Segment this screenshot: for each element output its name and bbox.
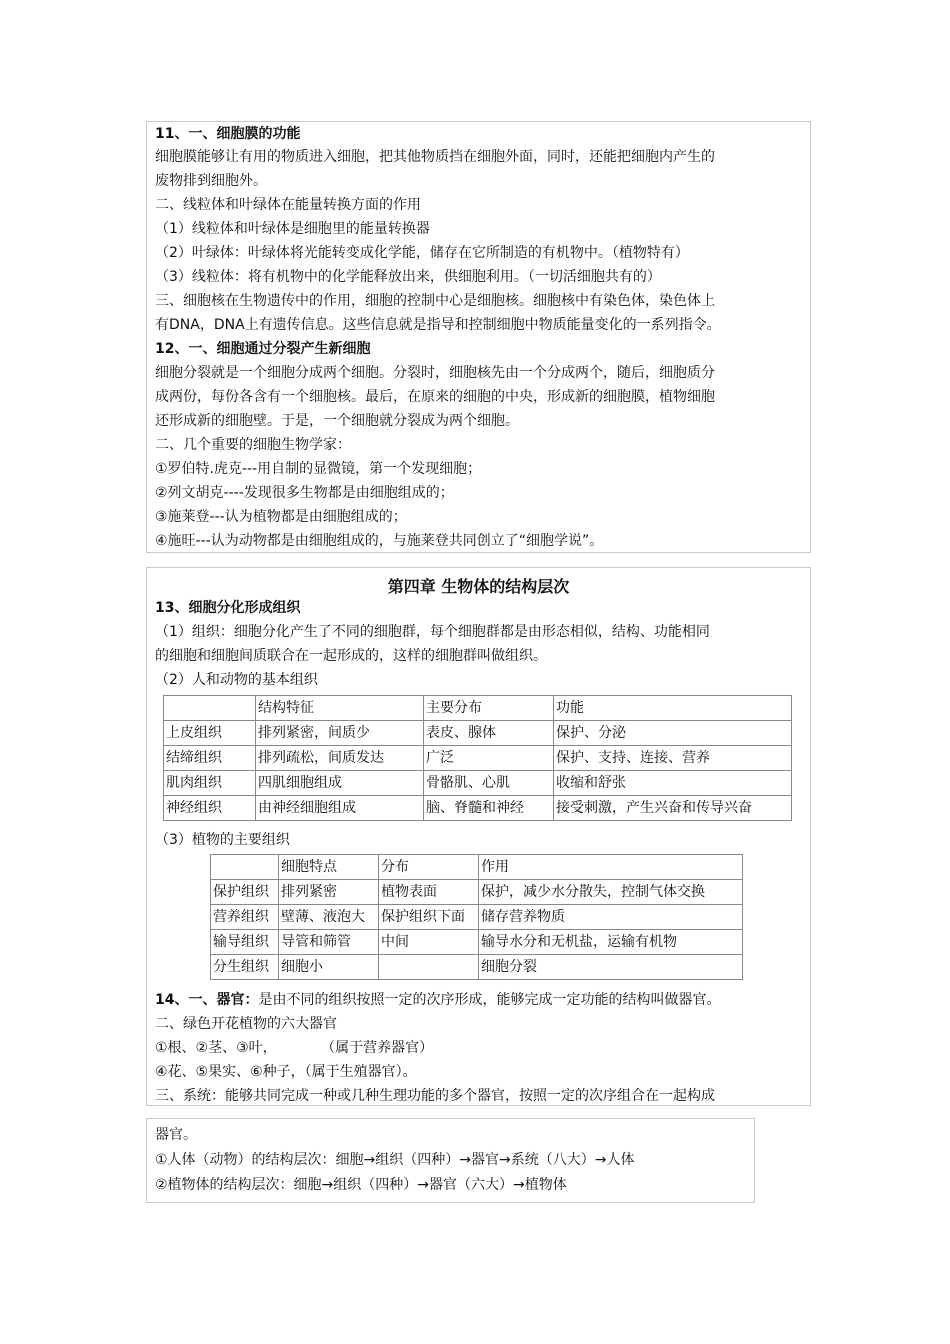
text-line: ①根、②茎、③叶， （属于营养器官） [155, 1040, 434, 1056]
plant-tissue-table [210, 854, 743, 980]
text-line: （1）线粒体和叶绿体是细胞里的能量转换器 [155, 221, 430, 237]
text-line: ④花、⑤果实、⑥种子，（属于生殖器官）。 [155, 1064, 417, 1080]
table-cell: 中间 [379, 930, 479, 955]
text-line: 三、细胞核在生物遗传中的作用，细胞的控制中心是细胞核。细胞核中有染色体，染色体上 [155, 293, 715, 309]
table-cell: 肌肉组织 [164, 771, 256, 796]
table-cell: 细胞小 [279, 955, 379, 980]
table-cell: 排列紧密，间质少 [256, 721, 424, 746]
table-cell: 表皮、腺体 [424, 721, 554, 746]
table-cell: 导管和筛管 [279, 930, 379, 955]
text-line: 废物排到细胞外。 [155, 173, 267, 189]
table-cell: 输导水分和无机盐，运输有机物 [479, 930, 743, 955]
text-line: ①人体（动物）的结构层次：细胞→组织（四种）→器官→系统（八大）→人体 [155, 1152, 635, 1168]
table-cell: 排列疏松，间质发达 [256, 746, 424, 771]
heading-11: 11、一、细胞膜的功能 [155, 126, 301, 142]
text-line: 二、线粒体和叶绿体在能量转换方面的作用 [155, 197, 421, 213]
heading-14: 14、一、器官： [155, 992, 259, 1008]
table-cell: 上皮组织 [164, 721, 256, 746]
text-line: 器官。 [155, 1127, 197, 1143]
table-row [211, 905, 743, 930]
table-header-row [164, 696, 792, 721]
table-cell: 收缩和舒张 [554, 771, 792, 796]
chapter-title: 第四章 生物体的结构层次 [387, 577, 570, 596]
table-cell: 由神经细胞组成 [256, 796, 424, 821]
table-cell [379, 955, 479, 980]
section-structure-levels [146, 1118, 755, 1203]
table-header-cell: 作用 [479, 855, 743, 880]
table-cell: 排列紧密 [279, 880, 379, 905]
table-row [211, 930, 743, 955]
table-cell: 分生组织 [211, 955, 279, 980]
text-line: 还形成新的细胞壁。于是，一个细胞就分裂成为两个细胞。 [155, 413, 519, 429]
heading-13: 13、细胞分化形成组织 [155, 600, 301, 616]
table-header-cell [211, 855, 279, 880]
table-row [164, 721, 792, 746]
table-cell: 四肌细胞组成 [256, 771, 424, 796]
text-line: （1）组织：细胞分化产生了不同的细胞群，每个细胞群都是由形态相似，结构、功能相同 [155, 624, 710, 640]
text-line: （3）植物的主要组织 [155, 832, 290, 848]
table-cell: 广泛 [424, 746, 554, 771]
table-row [164, 796, 792, 821]
text-line: （2）叶绿体：叶绿体将光能转变成化学能，储存在它所制造的有机物中。（植物特有） [155, 245, 689, 261]
text-line: ③施莱登---认为植物都是由细胞组成的； [155, 509, 407, 525]
animal-tissue-table [163, 695, 792, 821]
text-line: ①罗伯特.虎克---用自制的显微镜，第一个发现细胞； [155, 461, 482, 477]
text-line: 的细胞和细胞间质联合在一起形成的，这样的细胞群叫做组织。 [155, 648, 547, 664]
table-cell: 保护组织 [211, 880, 279, 905]
text-line: ②列文胡克----发现很多生物都是由细胞组成的； [155, 485, 454, 501]
table-cell: 储存营养物质 [479, 905, 743, 930]
table-header-cell: 结构特征 [256, 696, 424, 721]
organ-definition: 是由不同的组织按照一定的次序形成，能够完成一定功能的结构叫做器官。 [258, 992, 721, 1008]
table-cell: 脑、脊髓和神经 [424, 796, 554, 821]
text-line: ②植物体的结构层次：细胞→组织（四种）→器官（六大）→植物体 [155, 1177, 567, 1193]
table-row [211, 955, 743, 980]
text-line: （3）线粒体：将有机物中的化学能释放出来，供细胞利用。（一切活细胞共有的） [155, 269, 661, 285]
table-cell: 保护，减少水分散失，控制气体交换 [479, 880, 743, 905]
table-cell: 保护、分泌 [554, 721, 792, 746]
table-header-cell: 主要分布 [424, 696, 554, 721]
text-line: 有DNA，DNA上有遗传信息。这些信息就是指导和控制细胞中物质能量变化的一系列指令。 [155, 317, 721, 333]
table-row [211, 880, 743, 905]
section-chapter-four [146, 567, 811, 1106]
table-header-cell: 细胞特点 [279, 855, 379, 880]
table-cell: 营养组织 [211, 905, 279, 930]
table-row [164, 771, 792, 796]
table-header-cell: 功能 [554, 696, 792, 721]
text-line: 二、绿色开花植物的六大器官 [155, 1016, 337, 1032]
text-line: 二、几个重要的细胞生物学家： [155, 437, 351, 453]
table-cell: 植物表面 [379, 880, 479, 905]
text-line: （2）人和动物的基本组织 [155, 672, 318, 688]
table-row [164, 746, 792, 771]
table-cell: 骨骼肌、心肌 [424, 771, 554, 796]
table-cell: 壁薄、液泡大 [279, 905, 379, 930]
table-cell: 保护组织下面 [379, 905, 479, 930]
text-line: 三、系统：能够共同完成一种或几种生理功能的多个器官，按照一定的次序组合在一起构成 [155, 1088, 715, 1104]
table-cell: 保护、支持、连接、营养 [554, 746, 792, 771]
text-line: ④施旺---认为动物都是由细胞组成的，与施莱登共同创立了“细胞学说”。 [155, 533, 604, 549]
heading-12: 12、一、细胞通过分裂产生新细胞 [155, 341, 371, 357]
table-cell: 结缔组织 [164, 746, 256, 771]
heading-14-line [155, 990, 720, 1010]
table-cell: 神经组织 [164, 796, 256, 821]
table-header-cell: 分布 [379, 855, 479, 880]
table-header-row [211, 855, 743, 880]
text-line: 成两份，每份各含有一个细胞核。最后，在原来的细胞的中央，形成新的细胞膜，植物细胞 [155, 389, 715, 405]
text-line: 细胞分裂就是一个细胞分成两个细胞。分裂时，细胞核先由一个分成两个，随后，细胞质分 [155, 365, 715, 381]
table-header-cell [164, 696, 256, 721]
table-cell: 接受刺激，产生兴奋和传导兴奋 [554, 796, 792, 821]
text-line: 细胞膜能够让有用的物质进入细胞，把其他物质挡在细胞外面，同时，还能把细胞内产生的 [155, 149, 715, 165]
table-cell: 输导组织 [211, 930, 279, 955]
table-cell: 细胞分裂 [479, 955, 743, 980]
section-cell-function [146, 121, 811, 553]
